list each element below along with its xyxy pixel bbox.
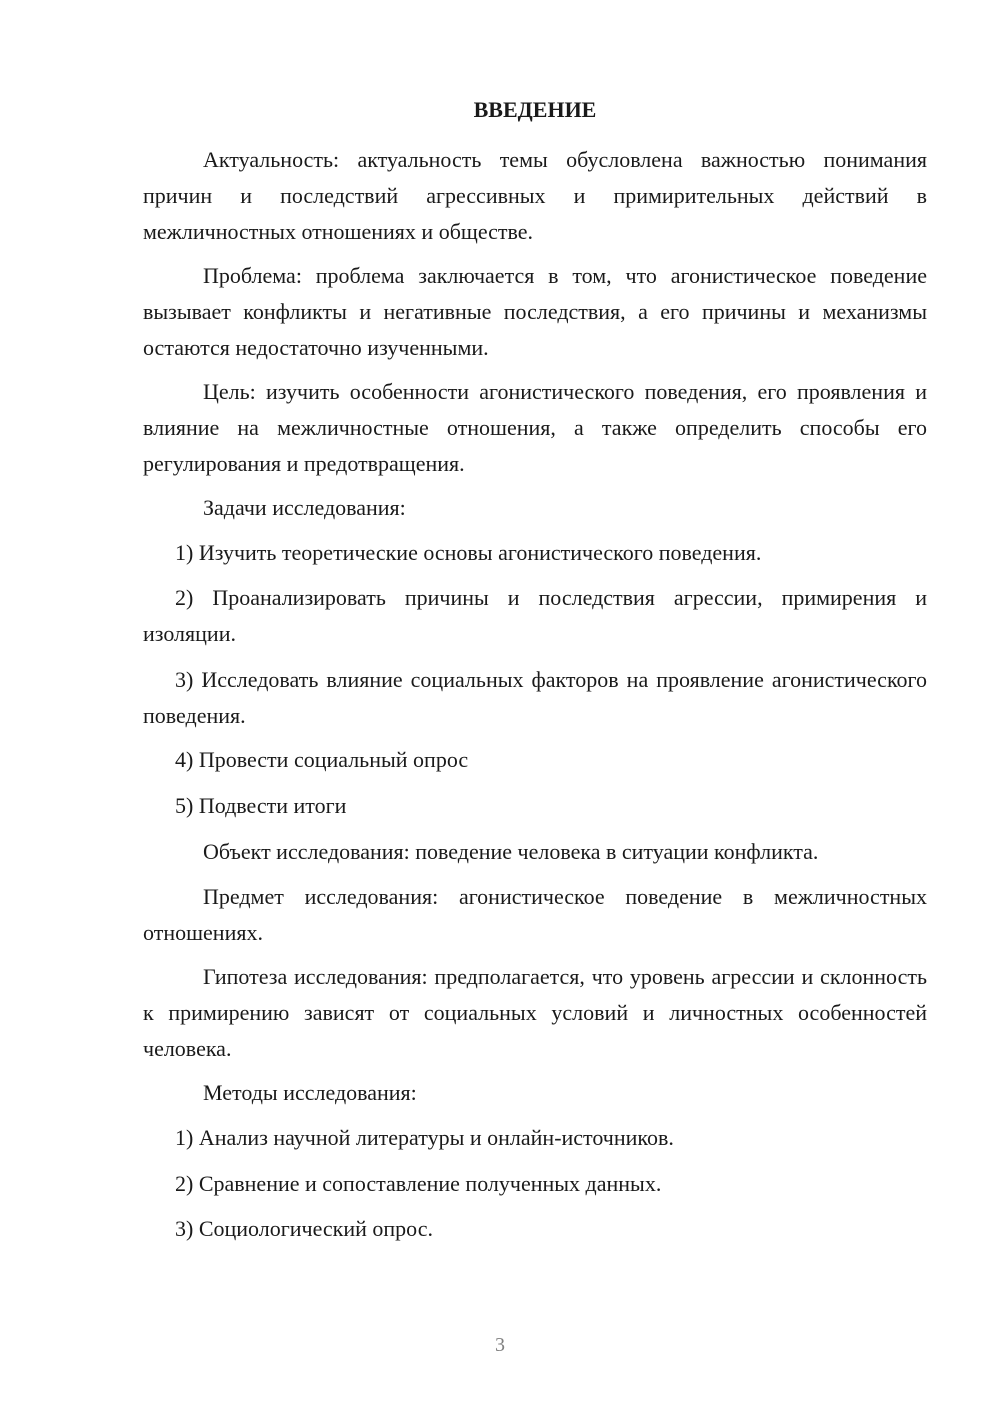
paragraph-goal: Цель: изучить особенности агонистического поведения, его проявления и влияние на межличностные отношения, а также определить способы его регулирования и предотвращения. <box>143 379 927 476</box>
paragraph-object: Объект исследования: поведение человека в ситуации конфликта. <box>203 839 819 864</box>
paragraph-tasks-heading: Задачи исследования: <box>203 495 406 520</box>
task-item-2: 2) Проанализировать причины и последствия агрессии, примирения и изоляции. <box>143 585 927 646</box>
task-item-5: 5) Подвести итоги <box>175 793 347 818</box>
paragraph-relevance: Актуальность: актуальность темы обусловлена важностью понимания причин и последствий агрессивных и примирительных действий в межличностных отношениях и обществе. <box>143 147 927 244</box>
paragraph-problem: Проблема: проблема заключается в том, что агонистическое поведение вызывает конфликты и негативные последствия, а его причины и механизмы остаются недостаточно изученными. <box>143 263 927 360</box>
method-item-2: 2) Сравнение и сопоставление полученных данных. <box>175 1171 662 1196</box>
method-item-3: 3) Социологический опрос. <box>175 1216 433 1241</box>
paragraph-hypothesis: Гипотеза исследования: предполагается, что уровень агрессии и склонность к примирению зависят от социальных условий и личностных особенностей человека. <box>143 964 927 1061</box>
page-number: 3 <box>495 1334 505 1356</box>
task-item-1: 1) Изучить теоретические основы агонистического поведения. <box>175 540 762 565</box>
paragraph-subject: Предмет исследования: агонистическое поведение в межличностных отношениях. <box>143 884 927 945</box>
page-heading: ВВЕДЕНИЕ <box>473 97 597 122</box>
task-item-4: 4) Провести социальный опрос <box>175 747 469 772</box>
paragraph-methods-heading: Методы исследования: <box>203 1080 417 1105</box>
task-item-3: 3) Исследовать влияние социальных факторов на проявление агонистического поведения. <box>143 667 927 728</box>
method-item-1: 1) Анализ научной литературы и онлайн-источников. <box>175 1125 674 1150</box>
